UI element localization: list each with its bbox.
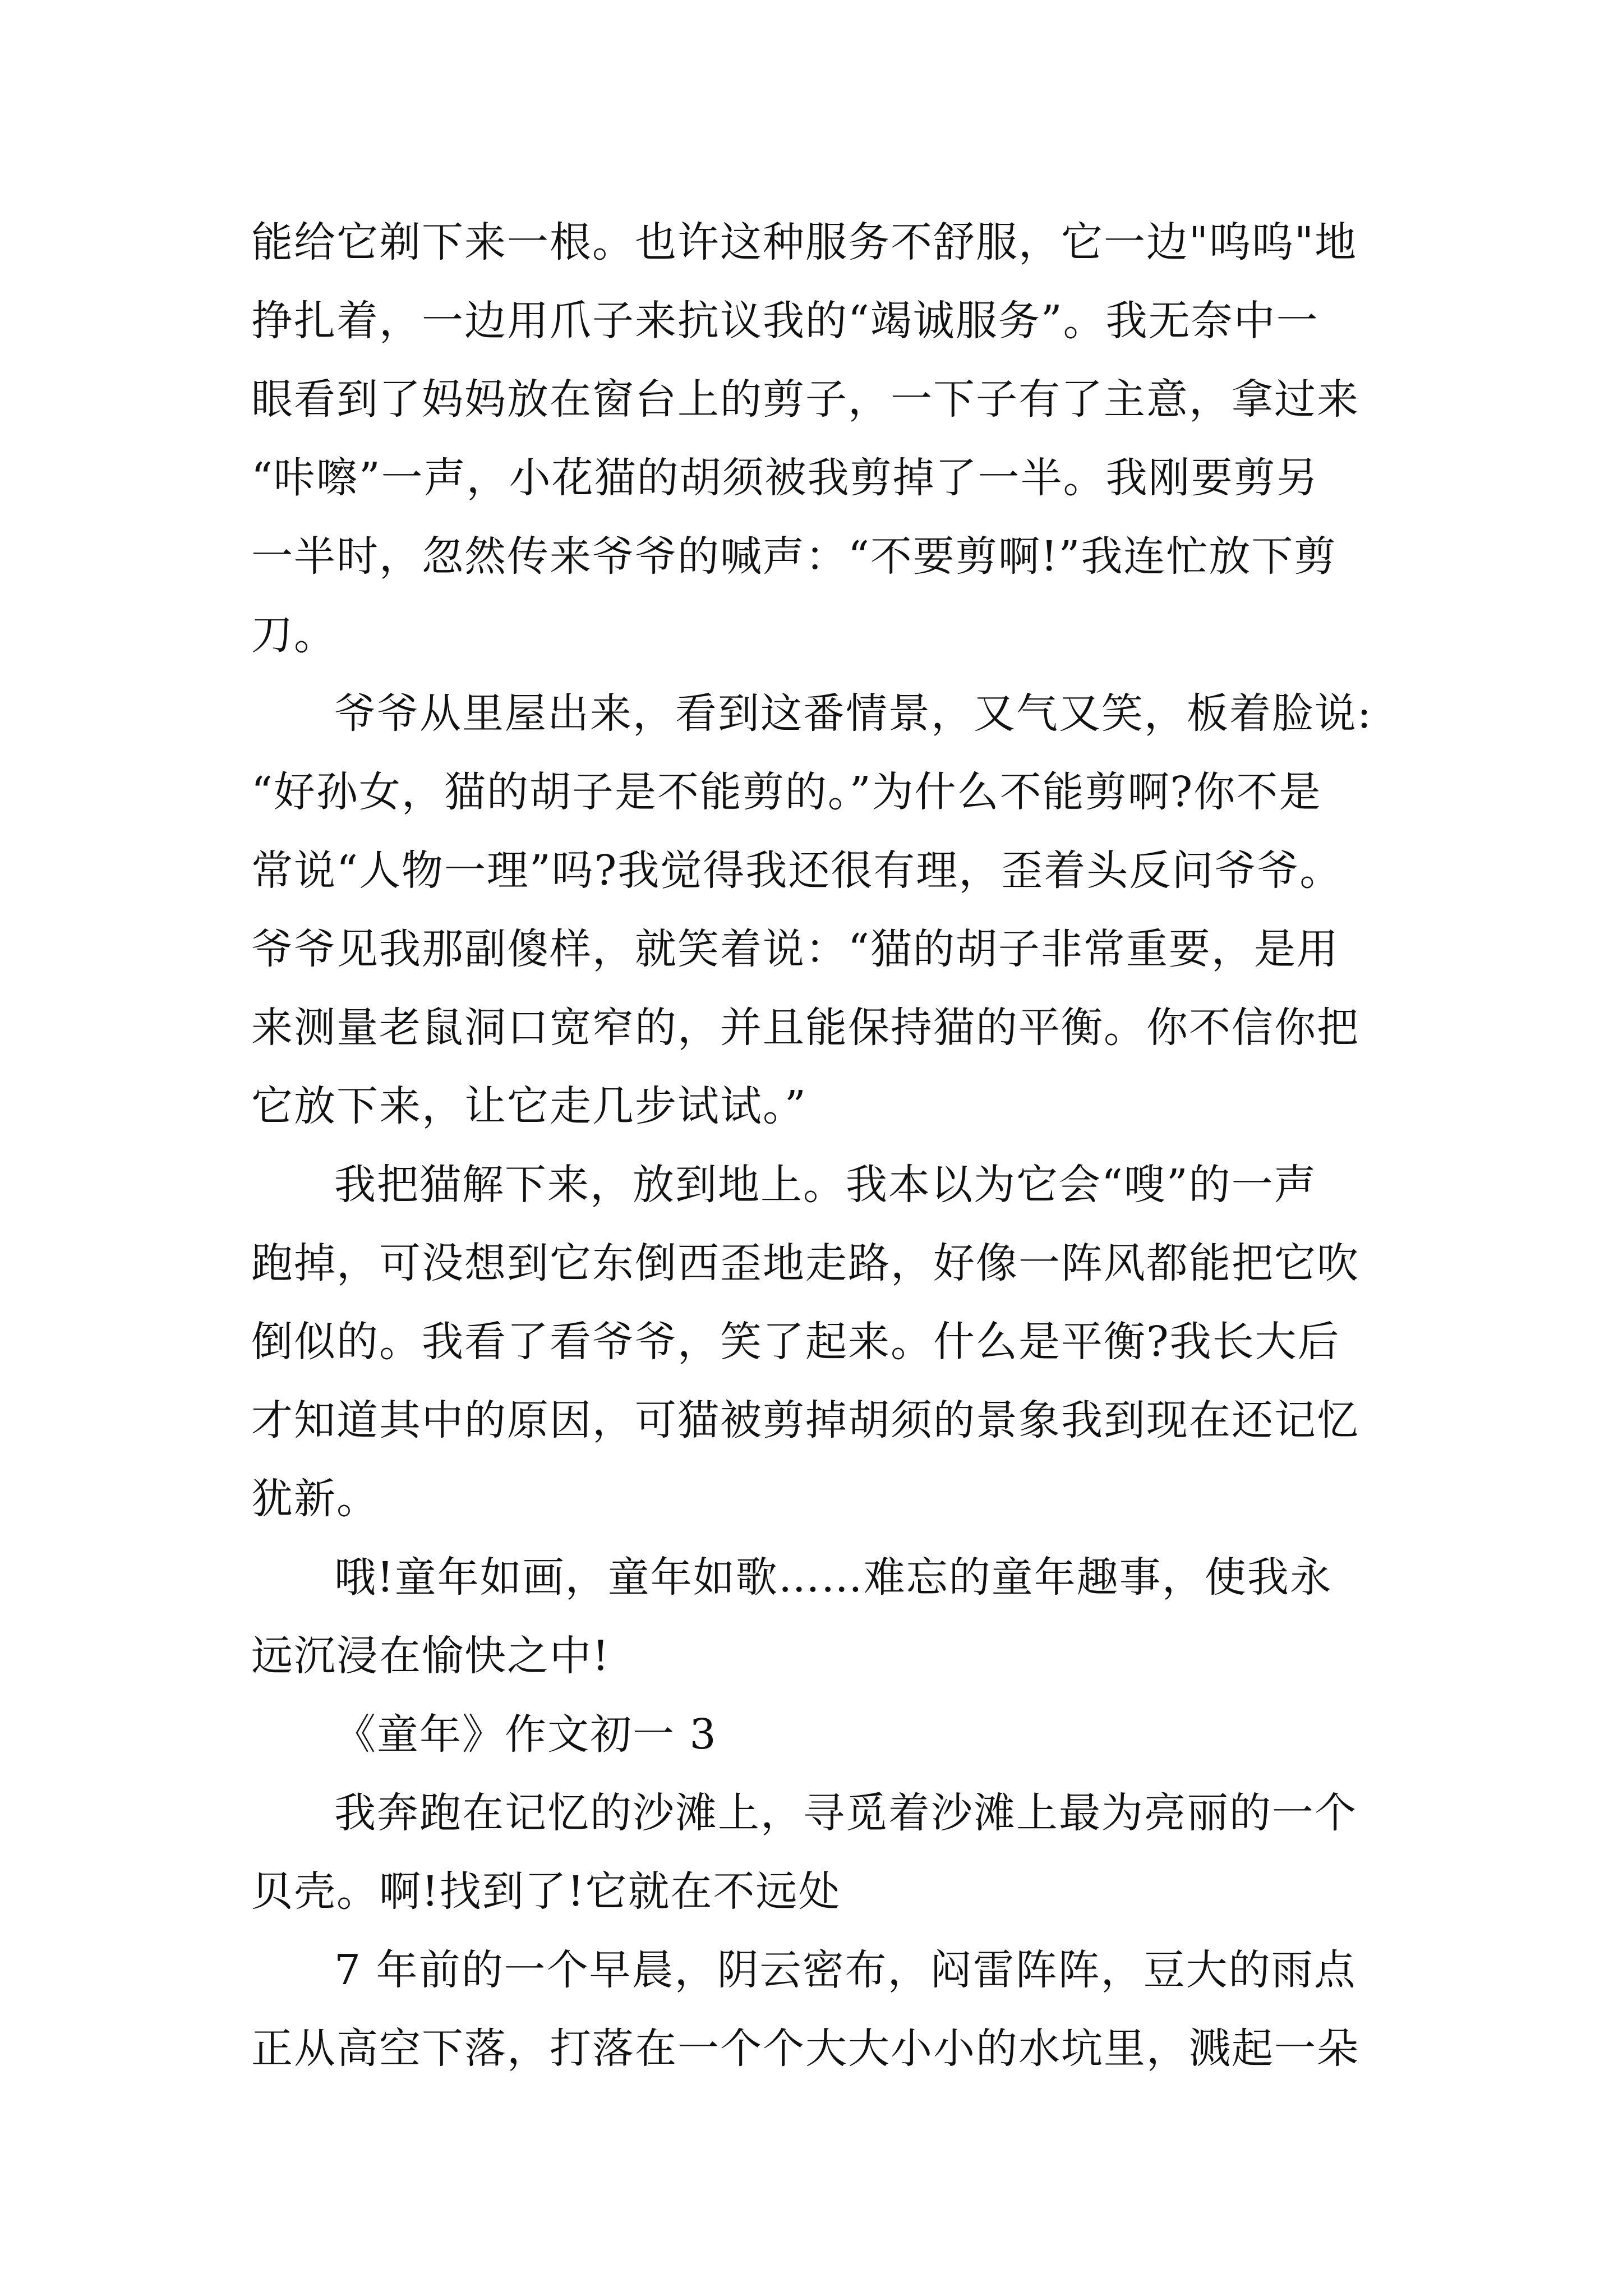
paragraph-first-line: 哦!童年如画，童年如歌……难忘的童年趣事，使我永 — [334, 1553, 1332, 1602]
text-line: 倒似的。我看了看爷爷，笑了起来。什么是平衡?我长大后 — [251, 1318, 1340, 1366]
text-line: 贝壳。啊!找到了!它就在不远处 — [251, 1867, 841, 1916]
text-line: 眼看到了妈妈放在窗台上的剪子，一下子有了主意，拿过来 — [251, 375, 1359, 424]
paragraph-first-line: 我奔跑在记忆的沙滩上，寻觅着沙滩上最为亮丽的一个 — [334, 1789, 1357, 1837]
text-line: 挣扎着，一边用爪子来抗议我的“竭诚服务”。我无奈中一 — [251, 297, 1319, 345]
section-heading: 《童年》作文初一 3 — [334, 1710, 717, 1759]
text-line: 刀。 — [251, 611, 336, 659]
text-line: 一半时，忽然传来爷爷的喊声：“不要剪啊!”我连忙放下剪 — [251, 532, 1337, 581]
paragraph-first-line: 7 年前的一个早晨，阴云密布，闷雷阵阵，豆大的雨点 — [334, 1946, 1357, 1994]
text-line: 远沉浸在愉快之中! — [251, 1632, 610, 1680]
text-line: “咔嚓”一声，小花猫的胡须被我剪掉了一半。我刚要剪另 — [251, 454, 1319, 502]
paragraph-first-line: 我把猫解下来，放到地上。我本以为它会“嗖”的一声 — [334, 1161, 1317, 1209]
text-line: 来测量老鼠洞口宽窄的，并且能保持猫的平衡。你不信你把 — [251, 1004, 1359, 1052]
text-line: 爷爷见我那副傻样，就笑着说：“猫的胡子非常重要，是用 — [251, 925, 1339, 973]
text-line: “好孙女，猫的胡子是不能剪的。”为什么不能剪啊?你不是 — [251, 768, 1322, 816]
text-line: 才知道其中的原因，可猫被剪掉胡须的景象我到现在还记忆 — [251, 1396, 1359, 1444]
paragraph-first-line: 爷爷从里屋出来，看到这番情景，又气又笑，板着脸说: — [334, 689, 1372, 738]
text-line: 常说“人物一理”吗?我觉得我还很有理，歪着头反问爷爷。 — [251, 846, 1343, 895]
document-body — [251, 203, 1384, 2088]
text-line: 犹新。 — [251, 1475, 379, 1523]
text-line: 跑掉，可没想到它东倒西歪地走路，好像一阵风都能把它吹 — [251, 1239, 1359, 1287]
text-line: 它放下来，让它走几步试试。” — [251, 1082, 807, 1130]
text-line: 能给它剃下来一根。也许这种服务不舒服，它一边"呜呜"地 — [251, 218, 1358, 266]
text-line: 正从高空下落，打落在一个个大大小小的水坑里，溅起一朵 — [251, 2024, 1359, 2073]
